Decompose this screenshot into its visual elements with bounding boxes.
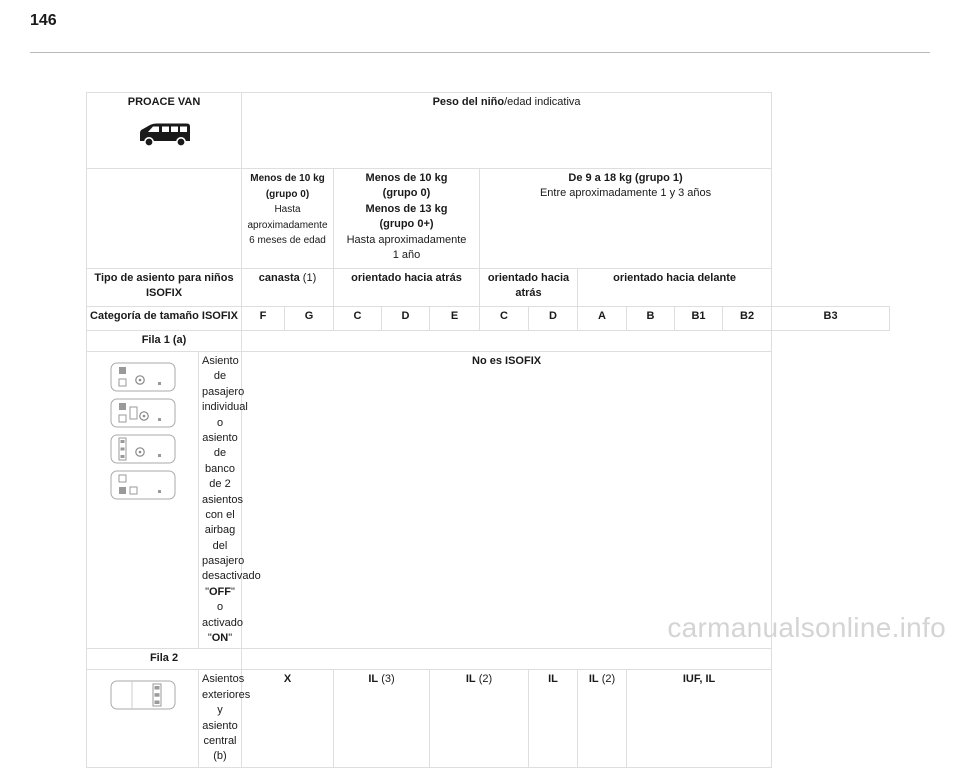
row-2-value: IL bbox=[529, 670, 578, 767]
airbag-on-label: ON bbox=[211, 632, 229, 645]
row-2-label: Fila 2 bbox=[87, 649, 242, 670]
row-1-seat-desc: Asiento de pasajero individual o asiento de banco de 2 asientos con el airbag del pasajero desactivado "OFF" o activado "ON" bbox=[199, 352, 242, 649]
row-1-seat bbox=[87, 352, 890, 649]
weight-line: (grupo 0) bbox=[265, 188, 310, 200]
weight-line: Hasta aproximadamente bbox=[346, 233, 467, 246]
value-bold: IL bbox=[588, 673, 599, 686]
row-2-value bbox=[430, 670, 529, 767]
weight-line: Entre aproximadamente 1 y 3 años bbox=[539, 187, 712, 200]
weight-group-2 bbox=[480, 169, 772, 269]
weight-line: 1 año bbox=[392, 248, 421, 261]
canasta-label: canasta bbox=[258, 272, 300, 284]
vehicle-name: PROACE VAN bbox=[127, 96, 201, 108]
header-rule bbox=[30, 52, 930, 53]
weight-line: aproximadamente bbox=[247, 219, 328, 231]
row-1-header bbox=[87, 331, 890, 352]
size-class-cell: B bbox=[627, 307, 675, 331]
size-class-cell: E bbox=[430, 307, 480, 331]
weight-line: (grupo 0) bbox=[382, 187, 431, 200]
rear-facing-cell-2: orientado hacia atrás bbox=[480, 269, 578, 307]
vehicle-cell bbox=[87, 93, 242, 169]
van-icon bbox=[135, 122, 193, 148]
size-class-cell: F bbox=[242, 307, 285, 331]
weight-line: Menos de 10 kg bbox=[250, 173, 325, 184]
value-note: (3) bbox=[378, 673, 395, 686]
weight-title-suffix: /edad indicativa bbox=[504, 96, 581, 108]
size-class-cell: G bbox=[285, 307, 334, 331]
size-class-cell: B2 bbox=[723, 307, 772, 331]
weight-line: 6 meses de edad bbox=[249, 235, 326, 246]
row-2-value: X bbox=[242, 670, 334, 767]
weight-group-1 bbox=[334, 169, 480, 269]
page-number: 146 bbox=[30, 12, 57, 29]
size-class-cell: B1 bbox=[675, 307, 723, 331]
rear-facing-cell: orientado hacia atrás bbox=[334, 269, 480, 307]
weight-title: Peso del niño bbox=[432, 96, 505, 108]
size-class-label: Categoría de tamaño ISOFIX bbox=[87, 307, 242, 331]
size-class-cell: C bbox=[334, 307, 382, 331]
cabin-diagram-icon bbox=[110, 680, 176, 710]
row-2-value bbox=[578, 670, 627, 767]
empty-cell bbox=[87, 169, 242, 269]
forward-facing-cell: orientado hacia delante bbox=[578, 269, 772, 307]
cabin-diagram-icon bbox=[110, 362, 176, 392]
header-row bbox=[87, 93, 890, 169]
canasta-note: (1) bbox=[299, 272, 317, 284]
weight-line: Menos de 13 kg bbox=[365, 202, 448, 215]
weight-line: (grupo 0+) bbox=[379, 218, 434, 231]
value-note: (2) bbox=[475, 673, 493, 686]
row-2-diagram-cell bbox=[87, 670, 199, 767]
row-1-result: No es ISOFIX bbox=[242, 352, 772, 649]
row-1-diagram-cell bbox=[87, 352, 199, 649]
weight-line: De 9 a 18 kg (grupo 1) bbox=[568, 172, 683, 184]
value-note: (2) bbox=[598, 673, 616, 686]
weight-row bbox=[87, 169, 890, 269]
weight-line: Hasta bbox=[274, 204, 301, 215]
value-bold: IL bbox=[465, 673, 476, 686]
isofix-table bbox=[86, 92, 890, 768]
canasta-cell bbox=[242, 269, 334, 307]
row-1-label: Fila 1 (a) bbox=[87, 331, 242, 352]
seat-type-row bbox=[87, 269, 890, 307]
size-class-cell: D bbox=[529, 307, 578, 331]
row-2-header bbox=[87, 649, 890, 670]
size-class-row bbox=[87, 307, 890, 331]
size-class-cell: A bbox=[578, 307, 627, 331]
cabin-diagram-icon bbox=[110, 398, 176, 428]
row-2-value bbox=[334, 670, 430, 767]
size-class-cell: C bbox=[480, 307, 529, 331]
weight-line: Menos de 10 kg bbox=[365, 172, 448, 184]
watermark: carmanualsonline.info bbox=[667, 612, 946, 643]
airbag-off-label: OFF bbox=[209, 585, 231, 598]
value-bold: IL bbox=[368, 673, 379, 686]
seat-desc-text: Asiento de pasajero individual o asiento de banco de 2 asientos con el airbag del pasajero desactivado bbox=[202, 355, 261, 583]
row-2-value: IUF, IL bbox=[627, 670, 772, 767]
cabin-diagram-icon bbox=[110, 434, 176, 464]
weight-group-0 bbox=[242, 169, 334, 269]
seat-type-label: Tipo de asiento para niños ISOFIX bbox=[87, 269, 242, 307]
empty-cell bbox=[242, 331, 772, 352]
seat-desc-text: o activado bbox=[202, 601, 243, 629]
empty-cell bbox=[242, 649, 772, 670]
weight-title-cell bbox=[242, 93, 772, 169]
size-class-cell: B3 bbox=[772, 307, 890, 331]
row-2-seat-desc: Asientos exteriores y asiento central (b) bbox=[199, 670, 242, 767]
row-2-seat bbox=[87, 670, 890, 767]
cabin-diagram-icon bbox=[110, 470, 176, 500]
size-class-cell: D bbox=[382, 307, 430, 331]
